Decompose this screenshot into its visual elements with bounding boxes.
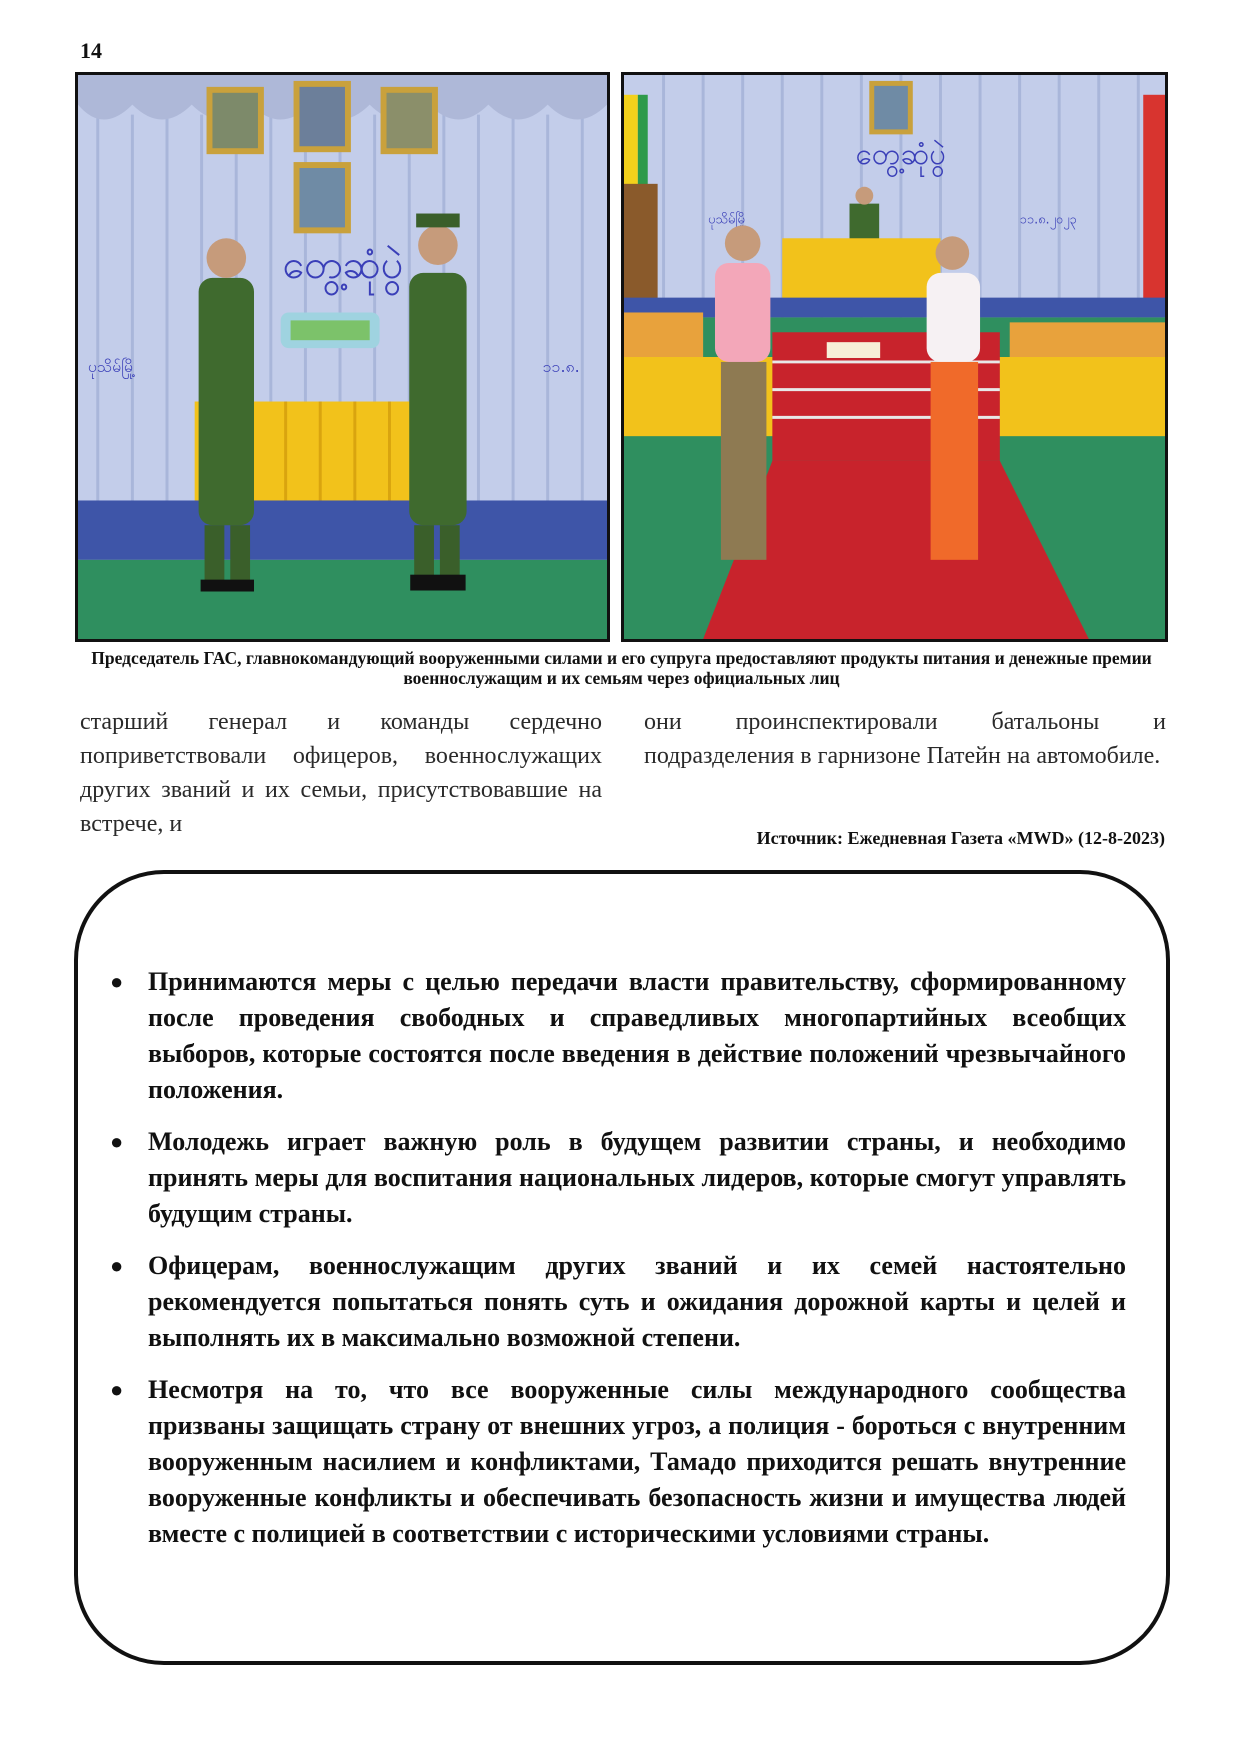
photo-officers-gift	[75, 72, 610, 642]
list-item-text: Принимаются меры с целью передачи власти правительству, сформированному после проведения свободных и справедливых многопартийных всеобщих выборов, которые состоятся после введения в действие положений чрезвычайного положения.	[148, 967, 1126, 1104]
list-item	[110, 1124, 1126, 1232]
body-text-left-column: старший генерал и команды сердечно поприветствовали офицеров, военнослужащих других званий и их семьи, присутствовавшие на встрече, и	[80, 709, 602, 837]
source-citation: Источник: Ежедневная Газета «MWD» (12-8-2023)	[756, 828, 1165, 848]
list-item-text: Несмотря на то, что все вооруженные силы международного сообщества призваны защищать страну от внешних угроз, а полиция - бороться с внутренним вооруженным насилием и конфликтами, Тамадо приходится решать внутренние вооруженные конфликты и обеспечивать безопасность жизни и имущества людей вместе с полицией в соответствии с историческими условиями страны.	[148, 1375, 1126, 1548]
bullet-icon: ●	[110, 1129, 124, 1154]
body-text-right-column: они проинспектировали батальоны и подразделения в гарнизоне Патейн на автомобиле.	[644, 709, 1166, 769]
list-item	[110, 964, 1126, 1108]
photo-caption: Председатель ГАС, главнокомандующий вооруженными силами и его супруга предоставляют продукты питания и денежные премии военнослужащим и их семьям через официальных лиц	[91, 648, 1152, 688]
date-label: ၁၁.၈.၂၀၂၃	[1019, 212, 1077, 228]
date-label: ၁၁.၈.	[542, 356, 580, 376]
key-points-box	[74, 870, 1170, 1665]
photo-women-illustration	[624, 75, 1165, 639]
page-number: 14	[80, 38, 102, 63]
bullet-icon: ●	[110, 1253, 124, 1278]
list-item-text: Офицерам, военнослужащим других званий и их семей настоятельно рекомендуется попытаться понять суть и ожидания дорожной карты и целей и выполнять их в максимально возможной степени.	[148, 1251, 1126, 1352]
bullet-icon: ●	[110, 969, 124, 994]
banner-text: တွေ့ဆုံပွဲ	[282, 241, 404, 288]
list-item	[110, 1372, 1126, 1552]
bullet-icon: ●	[110, 1377, 124, 1402]
location-label: ပုသိမ်မြို့	[708, 212, 747, 228]
key-points-list	[110, 964, 1126, 1568]
list-item	[110, 1248, 1126, 1356]
photo-officers-illustration	[78, 75, 607, 639]
location-label: ပုသိမ်မြို့	[87, 356, 136, 376]
banner-text: တွေ့ဆုံပွဲ	[855, 136, 947, 172]
photo-women-envelope	[621, 72, 1168, 642]
list-item-text: Молодежь играет важную роль в будущем развитии страны, и необходимо принять меры для воспитания национальных лидеров, которые смогут управлять будущим страны.	[148, 1127, 1126, 1228]
